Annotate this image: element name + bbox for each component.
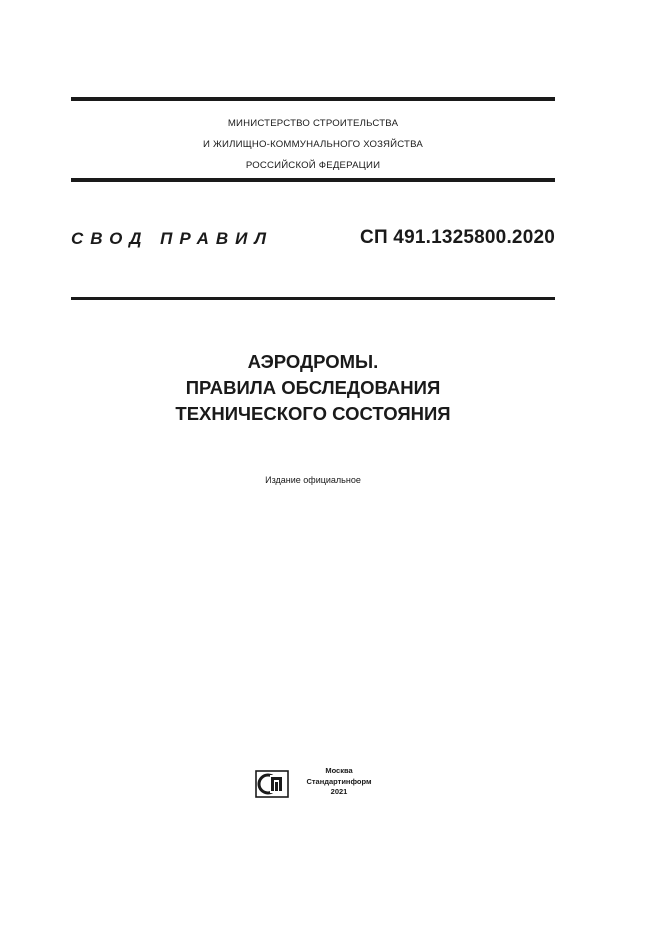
- middle-rule: [71, 178, 555, 182]
- edition-label: Издание официальное: [265, 475, 361, 485]
- publisher-city: Москва: [325, 766, 353, 775]
- title-line-1: АЭРОДРОМЫ.: [247, 351, 379, 372]
- ministry-line-3: РОССИЙСКОЙ ФЕДЕРАЦИИ: [245, 160, 381, 171]
- title-line-2: ПРАВИЛА ОБСЛЕДОВАНИЯ: [185, 377, 441, 398]
- publisher-year: 2021: [330, 787, 348, 796]
- document-title: [71, 349, 555, 427]
- title-line-3: ТЕХНИЧЕСКОГО СОСТОЯНИЯ: [175, 403, 451, 424]
- publisher-name: Стандартинформ: [306, 776, 372, 786]
- document-number: СП 491.1325800.2020: [360, 227, 555, 248]
- top-rule: [71, 97, 555, 101]
- lower-rule: [71, 297, 555, 300]
- document-code-row: [71, 229, 555, 255]
- ministry-line-2: И ЖИЛИЩНО-КОММУНАЛЬНОГО ХОЗЯЙСТВА: [202, 139, 423, 150]
- standartinform-logo-icon: [255, 770, 289, 798]
- document-type: СВОД ПРАВИЛ: [71, 229, 274, 248]
- ministry-line-1: МИНИСТЕРСТВО СТРОИТЕЛЬСТВА: [227, 118, 399, 129]
- publisher-block: [294, 766, 384, 798]
- ministry-heading: [71, 113, 555, 176]
